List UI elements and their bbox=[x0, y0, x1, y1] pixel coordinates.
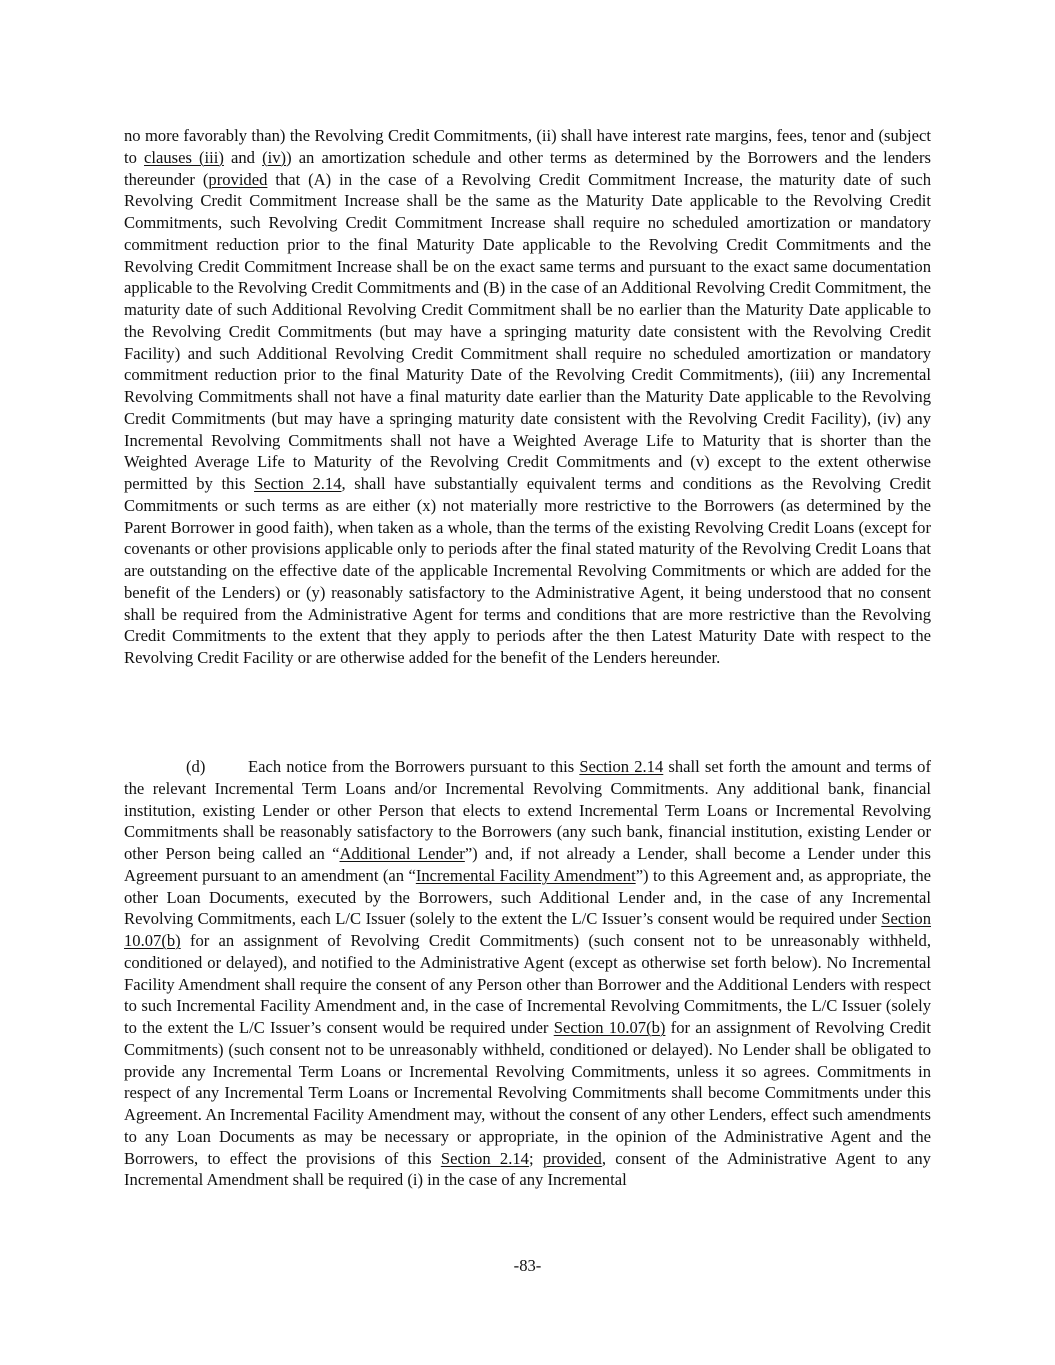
cross-reference-section-10-07b: Section 10.07(b) bbox=[124, 909, 931, 950]
term-provided: provided bbox=[208, 169, 268, 189]
paragraph-continued bbox=[124, 125, 931, 669]
cross-reference-iv: (iv) bbox=[262, 147, 287, 167]
text-run: for an assignment of Revolving Credit Commitments) (such consent not to be unreasonably withheld, conditioned or delayed), and notified to the Administrative Agent (except as otherwise set forth below). No Incremental Facility Amendment shall require the consent of any Person other than Borrower and the Additional Lenders with respect to such Incremental Facility Amendment and, in the case of Incremental Revolving Commitments, the L/C Issuer (solely to the extent the L/C Issuer’s consent would be required under bbox=[124, 931, 931, 1037]
term-provided: provided bbox=[542, 1148, 602, 1168]
cross-reference-section-2-14: Section 2.14 bbox=[254, 474, 342, 493]
text-run: ”) to this Agreement and, as appropriate, the other Loan Documents, executed by the Borrowers, such Additional Lender and, in the case of any Incremental Revolving Commitments, each L/C Issuer (solely to the extent the L/C Issuer’s consent would be required under bbox=[124, 865, 931, 929]
text-run: ”) and, if not already a Lender, shall become a Lender under this Agreement pursuant to an amendment (an “ bbox=[124, 844, 931, 885]
text-run: shall set forth the amount and terms of the relevant Incremental Term Loans and/or Incremental Revolving Commitments. Any additional bank, financial institution, existing Lender or other Person that elects to extend Incremental Term Loans or Incremental Revolving Commitments shall be reasonably satisfactory to the Borrowers (any such bank, financial institution, existing Lender or other Person being called an “ bbox=[124, 757, 932, 863]
cross-reference-section-2-14: Section 2.14 bbox=[440, 1148, 529, 1168]
text-run: , shall have substantially equivalent terms and conditions as the Revolving Credit Commitments or such terms as are either (x) not materially more restrictive to the Borrowers (as determined by the Parent Borrower in good faith), when taken as a whole, than the terms of the existing Revolving Credit Loans (except for covenants or other provisions applicable only to periods after the final stated maturity of the Revolving Credit Loans that are outstanding on the effective date of the applicable Incremental Revolving Commitments or which are added for the benefit of the Lenders) or (y) reasonably satisfactory to the Administrative Agent, it being understood that no consent shall be required from the Administrative Agent for terms and conditions that are more restrictive than the Revolving Credit Commitments to the extent that they apply to periods after the then Latest Maturity Date with respect to the Revolving Credit Facility or are otherwise added for the benefit of the Lenders hereunder. bbox=[124, 474, 931, 667]
cross-reference-section-10-07b: Section 10.07(b) bbox=[553, 1018, 666, 1037]
defined-term-additional-lender: Additional Lender bbox=[339, 844, 465, 863]
text-run: that (A) in the case of a Revolving Credit Commitment Increase, the maturity date of such Revolving Credit Commitment Increase shall be the same as the Maturity Date applicable to the Revolving Credit Commitments, such Revolving Credit Commitment Increase shall require no scheduled amortization or mandatory commitment reduction prior to the final Maturity Date applicable to the Revolving Credit Commitments and the Revolving Credit Commitment Increase shall be on the exact same terms and pursuant to the exact same documentation applicable to the Revolving Credit Commitments and (B) in the case of an Additional Revolving Credit Commitment, the maturity date of such Additional Revolving Credit Commitment shall be no earlier than the Maturity Date applicable to the Revolving Credit Commitments (but may have a springing maturity date consistent with the Revolving Credit Facility) and such Additional Revolving Credit Commitment shall require no scheduled amortization or mandatory commitment reduction prior to the final Maturity Date of the Revolving Credit Commitments), (iii) any Incremental Revolving Commitments shall not have a final maturity date earlier than the Maturity Date applicable to the Revolving Credit Commitments (but may have a springing maturity date consistent with the Revolving Credit Facility), (iv) any Incremental Revolving Commitments shall not have a Weighted Average Life to Maturity that is shorter than the Weighted Average Life to Maturity of the Revolving Credit Commitments and (v) except to the extent otherwise permitted by this bbox=[124, 169, 931, 493]
text-run: for an assignment of Revolving Credit Commitments) (such consent not to be unreasonably withheld, conditioned or delayed). No Lender shall be obligated to provide any Incremental Term Loans or Incremental Revolving Commitments, unless it so agrees. Commitments in respect of any Incremental Term Loans or Incremental Revolving Commitments shall become Commitments under this Agreement. An Incremental Facility Amendment may, without the consent of any other Lenders, effect such amendments to any Loan Documents as may be necessary or appropriate, in the opinion of the Administrative Agent and the Borrowers, to effect the provisions of this bbox=[124, 1018, 931, 1168]
cross-reference-section-2-14: Section 2.14 bbox=[579, 757, 664, 776]
text-run: Each notice from the Borrowers pursuant to this bbox=[248, 757, 580, 776]
defined-term-incremental-facility-amendment: Incremental Facility Amendment bbox=[415, 865, 636, 885]
text-run: ) an amortization schedule and other terms as determined by the Borrowers and the lenders thereunder ( bbox=[124, 147, 932, 189]
text-run: ; bbox=[528, 1148, 543, 1168]
text-run: , consent of the Administrative Agent to any Incremental Amendment shall be required (i) in the case of any Incremental bbox=[124, 1148, 931, 1190]
text-run: and bbox=[223, 147, 263, 167]
paragraph-label: (d) bbox=[186, 757, 206, 776]
cross-reference-clauses-iii: clauses (iii) bbox=[144, 147, 224, 167]
text-run: no more favorably than) the Revolving Credit Commitments, (ii) shall have interest rate margins, fees, tenor and (subject to bbox=[124, 126, 931, 167]
page-number: -83- bbox=[513, 1256, 542, 1275]
paragraph-d bbox=[124, 756, 931, 1191]
